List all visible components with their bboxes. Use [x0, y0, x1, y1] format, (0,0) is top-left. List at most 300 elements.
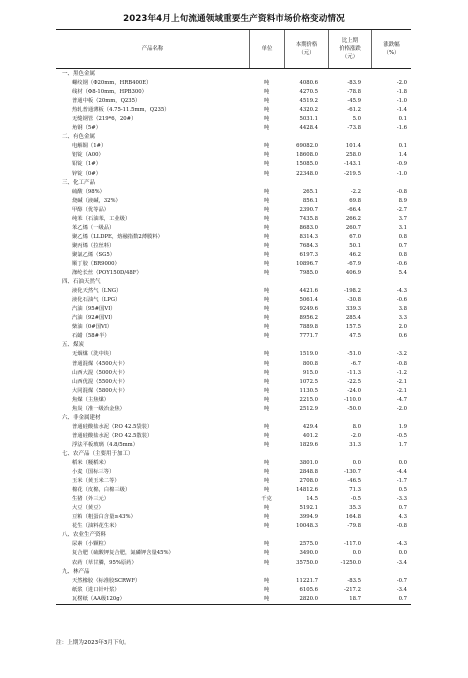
unit-cell: 吨 — [263, 306, 270, 313]
table-row — [56, 378, 411, 387]
price-table — [56, 29, 411, 605]
unit-cell: 吨 — [263, 487, 270, 494]
unit-cell — [249, 179, 284, 188]
change-cell: 18.7 — [349, 595, 361, 602]
percent-cell: 0.8 — [398, 233, 407, 240]
percent-cell — [371, 133, 411, 142]
change-cell: 69.8 — [349, 197, 361, 204]
product-name-cell: 无缝钢管（219*6，20#） — [72, 116, 137, 123]
change-cell: -30.8 — [347, 297, 361, 304]
price-cell: 2575.0 — [299, 541, 318, 548]
unit-cell: 吨 — [263, 586, 270, 593]
percent-cell: -0.9 — [396, 161, 407, 168]
category-row — [56, 341, 411, 350]
change-cell: -22.5 — [347, 378, 361, 385]
unit-cell: 吨 — [263, 514, 270, 521]
table-row — [56, 423, 411, 432]
table-row — [56, 332, 411, 341]
price-cell: 5192.1 — [299, 505, 318, 512]
price-cell — [284, 531, 328, 540]
price-cell: 8683.0 — [299, 224, 318, 231]
category-label: 七、农产品（主要用于加工） — [62, 450, 134, 457]
percent-cell: 3.3 — [398, 315, 407, 322]
percent-cell: -1.2 — [396, 369, 407, 376]
category-row — [56, 133, 411, 142]
percent-cell — [371, 70, 411, 79]
change-cell: -83.9 — [347, 80, 361, 87]
table-row — [56, 559, 411, 568]
change-cell: -83.5 — [347, 577, 361, 584]
price-cell: 401.2 — [302, 432, 318, 439]
percent-cell: 0.6 — [398, 333, 407, 340]
percent-cell: 4.3 — [398, 514, 407, 521]
product-name-cell: 焦炭（准一级冶金焦） — [72, 405, 125, 412]
table-row — [56, 142, 411, 151]
change-cell: 164.8 — [345, 514, 361, 521]
price-cell: 10048.3 — [296, 523, 318, 530]
unit-cell: 吨 — [263, 559, 270, 566]
unit-cell: 吨 — [263, 80, 270, 87]
unit-cell: 吨 — [263, 523, 270, 530]
unit-cell: 吨 — [263, 423, 270, 430]
product-name-cell: 烧碱（液碱，32%） — [72, 197, 121, 204]
price-cell: 4320.2 — [299, 107, 318, 114]
change-cell — [328, 414, 371, 423]
change-cell: -130.7 — [344, 469, 361, 476]
percent-cell: 3.1 — [398, 224, 407, 231]
change-cell: 0.0 — [352, 460, 361, 467]
table-row — [56, 151, 411, 160]
unit-cell: 吨 — [263, 215, 270, 222]
unit-cell: 吨 — [263, 251, 270, 258]
price-cell: 856.1 — [302, 197, 318, 204]
table-row — [56, 468, 411, 477]
table-row — [56, 242, 411, 251]
unit-cell: 吨 — [263, 315, 270, 322]
change-cell: 67.0 — [349, 233, 361, 240]
percent-cell: 1.9 — [398, 423, 407, 430]
table-row — [56, 495, 411, 504]
price-cell: 2390.7 — [299, 206, 318, 213]
unit-cell: 吨 — [263, 460, 270, 467]
percent-cell: 0.8 — [398, 251, 407, 258]
product-name-cell: 普通混煤（4500大卡） — [72, 360, 128, 367]
price-cell: 11221.7 — [296, 577, 318, 584]
percent-cell: 8.9 — [398, 197, 407, 204]
change-cell: -50.0 — [347, 405, 361, 412]
change-cell: 285.4 — [345, 315, 361, 322]
percent-cell: 0.1 — [398, 116, 407, 123]
category-label: 四、石油天然气 — [62, 279, 101, 286]
table-row — [56, 486, 411, 495]
product-name-cell: 纸浆（进口针叶浆） — [72, 586, 120, 593]
product-name-cell: 瓦楞纸（AA级120g） — [72, 595, 125, 602]
product-name-cell: 生猪（外三元） — [72, 496, 110, 503]
unit-cell: 吨 — [263, 324, 270, 331]
percent-cell: 0.5 — [398, 487, 407, 494]
table-row — [56, 595, 411, 604]
percent-cell: -1.8 — [396, 89, 407, 96]
product-name-cell: 农药（草甘膦，95%原药） — [72, 559, 137, 566]
category-row — [56, 179, 411, 188]
unit-cell: 吨 — [263, 260, 270, 267]
price-cell: 4428.4 — [299, 125, 318, 132]
change-cell: 50.1 — [349, 242, 361, 249]
product-name-cell: 豆粕（粗蛋白含量≥43%） — [72, 514, 136, 521]
price-cell: 7985.0 — [299, 270, 318, 277]
percent-cell: -0.8 — [396, 360, 407, 367]
price-cell: 8956.2 — [299, 315, 318, 322]
percent-cell: -3.4 — [396, 586, 407, 593]
table-row — [56, 350, 411, 359]
category-row — [56, 414, 411, 423]
price-cell: 7435.8 — [299, 215, 318, 222]
percent-cell: 3.8 — [398, 306, 407, 313]
table-row — [56, 197, 411, 206]
product-name-cell: 汽油（92#国VI） — [72, 315, 116, 322]
product-name-cell: 普通硅酸盐水泥（P.O 42.5散装） — [72, 432, 153, 439]
table-row — [56, 441, 411, 450]
percent-cell: 5.4 — [398, 270, 407, 277]
table-row — [56, 115, 411, 124]
product-name-cell: 电解铜（1#） — [72, 143, 107, 150]
table-row — [56, 549, 411, 558]
unit-cell: 吨 — [263, 206, 270, 213]
header-change-percent: 涨跌幅 （%） — [371, 30, 411, 68]
unit-cell — [249, 278, 284, 287]
table-row — [56, 522, 411, 531]
price-cell: 14.5 — [306, 496, 318, 503]
price-cell: 35750.0 — [296, 559, 318, 566]
table-row — [56, 170, 411, 179]
price-cell: 4421.6 — [299, 288, 318, 295]
unit-cell: 吨 — [263, 360, 270, 367]
product-name-cell: 山西优混（5500大卡） — [72, 378, 128, 385]
table-row — [56, 224, 411, 233]
table-body — [56, 69, 411, 604]
price-cell: 915.0 — [302, 369, 318, 376]
product-name-cell: 石蜡（58#半） — [72, 333, 110, 340]
product-name-cell: 稻米（粳稻米） — [72, 460, 110, 467]
change-cell: 339.3 — [345, 306, 361, 313]
price-cell — [284, 179, 328, 188]
price-cell: 8314.3 — [299, 233, 318, 240]
table-row — [56, 269, 411, 278]
percent-cell: 0.1 — [398, 143, 407, 150]
price-cell: 7684.3 — [299, 242, 318, 249]
product-name-cell: 棉花（皮棉，白棉三级） — [72, 487, 131, 494]
change-cell: -219.5 — [344, 170, 361, 177]
change-cell — [328, 133, 371, 142]
table-header — [56, 30, 411, 69]
category-row — [56, 278, 411, 287]
percent-cell: -3.2 — [396, 351, 407, 358]
change-cell: -11.3 — [347, 369, 361, 376]
product-name-cell: 铅锭（1#） — [72, 161, 101, 168]
percent-cell: 3.7 — [398, 215, 407, 222]
table-row — [56, 233, 411, 242]
table-row — [56, 88, 411, 97]
table-row — [56, 215, 411, 224]
product-name-cell: 大同混煤（5800大卡） — [72, 387, 128, 394]
price-cell: 3994.9 — [299, 514, 318, 521]
product-name-cell: 聚丙烯（拉丝料） — [72, 242, 115, 249]
price-cell: 69082.0 — [296, 143, 318, 150]
table-row — [56, 504, 411, 513]
change-cell: 101.4 — [345, 143, 361, 150]
product-name-cell: 玉米（黄玉米二等） — [72, 478, 120, 485]
table-row — [56, 251, 411, 260]
percent-cell: -0.6 — [396, 260, 407, 267]
price-cell: 18608.0 — [296, 152, 318, 159]
unit-cell: 吨 — [263, 233, 270, 240]
unit-cell: 吨 — [263, 161, 270, 168]
price-cell: 2820.0 — [299, 595, 318, 602]
percent-cell — [371, 531, 411, 540]
price-cell — [284, 414, 328, 423]
price-cell: 2708.0 — [299, 478, 318, 485]
product-name-cell: 聚氯乙烯（SG5） — [72, 251, 116, 258]
change-cell: 266.2 — [345, 215, 361, 222]
price-cell: 7889.8 — [299, 324, 318, 331]
product-name-cell: 液化石油气（LPG） — [72, 297, 121, 304]
category-label: 二、有色金属 — [62, 134, 96, 141]
price-cell: 1072.5 — [299, 378, 318, 385]
price-cell: 4519.2 — [299, 98, 318, 105]
change-cell: 406.9 — [345, 270, 361, 277]
product-name-cell: 焦煤（主焦煤） — [72, 396, 110, 403]
change-cell: -143.1 — [344, 161, 361, 168]
percent-cell — [371, 568, 411, 577]
product-name-cell: 苯乙烯（一级品） — [72, 224, 115, 231]
product-name-cell: 热轧普通薄板（4.75-11.5mm，Q235） — [72, 107, 170, 114]
change-cell: -24.0 — [347, 387, 361, 394]
change-cell — [328, 450, 371, 459]
table-row — [56, 513, 411, 522]
percent-cell: 1.4 — [398, 152, 407, 159]
price-cell: 1519.0 — [299, 351, 318, 358]
change-cell: -0.5 — [350, 496, 361, 503]
change-cell — [328, 341, 371, 350]
unit-cell: 吨 — [263, 387, 270, 394]
price-cell: 3490.0 — [299, 550, 318, 557]
percent-cell: -3.3 — [396, 496, 407, 503]
product-name-cell: 浮法平板玻璃（4.8/5mm） — [72, 441, 138, 448]
table-row — [56, 79, 411, 88]
unit-cell: 吨 — [263, 297, 270, 304]
change-cell: 31.3 — [349, 441, 361, 448]
unit-cell: 吨 — [263, 107, 270, 114]
percent-cell: 0.7 — [398, 595, 407, 602]
product-name-cell: 普通硅酸盐水泥（P.O 42.5袋装） — [72, 423, 153, 430]
percent-cell: -0.8 — [396, 188, 407, 195]
table-row — [56, 586, 411, 595]
category-label: 一、黑色金属 — [62, 71, 96, 77]
change-cell: -79.8 — [347, 523, 361, 530]
unit-cell: 吨 — [263, 469, 270, 476]
table-row — [56, 405, 411, 414]
table-row — [56, 360, 411, 369]
header-current-price: 本期价格 （元） — [284, 30, 328, 68]
change-cell: 0.0 — [352, 550, 361, 557]
change-cell: -46.5 — [347, 478, 361, 485]
price-cell: 3801.0 — [299, 460, 318, 467]
percent-cell: -2.1 — [396, 387, 407, 394]
change-cell: 71.3 — [349, 487, 361, 494]
unit-cell — [249, 133, 284, 142]
table-row — [56, 323, 411, 332]
unit-cell — [249, 450, 284, 459]
unit-cell: 吨 — [263, 224, 270, 231]
percent-cell: 0.7 — [398, 505, 407, 512]
header-unit: 单位 — [249, 30, 284, 68]
product-name-cell: 硫酸（98%） — [72, 188, 105, 195]
percent-cell: -1.7 — [396, 478, 407, 485]
percent-cell: -4.7 — [396, 396, 407, 403]
unit-cell: 吨 — [263, 369, 270, 376]
percent-cell — [371, 179, 411, 188]
price-cell: 9249.6 — [299, 306, 318, 313]
change-cell: -2.2 — [350, 188, 361, 195]
table-row — [56, 369, 411, 378]
unit-cell: 吨 — [263, 125, 270, 132]
unit-cell: 吨 — [263, 550, 270, 557]
table-row — [56, 459, 411, 468]
unit-cell — [249, 414, 284, 423]
price-cell: 4080.6 — [299, 80, 318, 87]
change-cell: -78.8 — [347, 89, 361, 96]
header-product-name: 产品名称 — [141, 46, 164, 52]
percent-cell: -2.7 — [396, 206, 407, 213]
table-row — [56, 124, 411, 133]
product-name-cell: 大豆（黄豆） — [72, 505, 104, 512]
change-cell: 258.0 — [345, 152, 361, 159]
product-name-cell: 线材（Φ8-10mm，HPB300） — [72, 89, 147, 96]
price-cell: 22348.0 — [296, 170, 318, 177]
percent-cell: -1.4 — [396, 107, 407, 114]
percent-cell: -0.5 — [396, 432, 407, 439]
unit-cell: 吨 — [263, 478, 270, 485]
unit-cell: 吨 — [263, 89, 270, 96]
percent-cell: -1.0 — [396, 170, 407, 177]
price-cell: 4270.5 — [299, 89, 318, 96]
price-cell: 2848.8 — [299, 469, 318, 476]
price-cell: 429.4 — [302, 423, 318, 430]
percent-cell — [371, 278, 411, 287]
price-cell: 1130.5 — [299, 387, 318, 394]
unit-cell — [249, 568, 284, 577]
price-cell: 14812.6 — [296, 487, 318, 494]
table-row — [56, 188, 411, 197]
unit-cell: 吨 — [263, 441, 270, 448]
percent-cell: -4.3 — [396, 288, 407, 295]
price-cell — [284, 133, 328, 142]
product-name-cell: 铝锭（A00） — [72, 152, 104, 159]
percent-cell: 1.7 — [398, 441, 407, 448]
page-title: 2023年4月上旬流通领域重要生产资料市场价格变动情况 — [123, 14, 345, 24]
percent-cell: 2.0 — [398, 324, 407, 331]
table-row — [56, 396, 411, 405]
percent-cell: -3.4 — [396, 559, 407, 566]
table-row — [56, 287, 411, 296]
unit-cell: 吨 — [263, 270, 270, 277]
table-row — [56, 160, 411, 169]
percent-cell: -4.4 — [396, 469, 407, 476]
unit-cell: 吨 — [263, 116, 270, 123]
change-cell: -66.4 — [347, 206, 361, 213]
percent-cell: -2.0 — [396, 405, 407, 412]
category-label: 八、农业生产资料 — [62, 532, 107, 539]
change-cell: -217.2 — [344, 586, 361, 593]
change-cell: -110.0 — [344, 396, 361, 403]
product-name-cell: 山西大混（5000大卡） — [72, 369, 128, 376]
product-name-cell: 无烟煤（洗中块） — [72, 351, 115, 358]
price-cell: 265.1 — [302, 188, 318, 195]
price-cell — [284, 341, 328, 350]
change-cell: -198.2 — [344, 288, 361, 295]
category-row — [56, 70, 411, 79]
unit-cell: 吨 — [263, 396, 270, 403]
product-name-cell: 甲醇（优等品） — [72, 206, 110, 213]
product-name-cell: 顺丁胶（BR9000） — [72, 260, 120, 267]
percent-cell: 0.0 — [398, 550, 407, 557]
percent-cell — [371, 341, 411, 350]
unit-cell — [249, 70, 284, 79]
unit-cell: 吨 — [263, 152, 270, 159]
change-cell — [328, 179, 371, 188]
change-cell: 46.2 — [349, 251, 361, 258]
percent-cell: 0.0 — [398, 460, 407, 467]
price-cell: 6105.6 — [299, 586, 318, 593]
percent-cell: -4.3 — [396, 541, 407, 548]
change-cell: 35.3 — [349, 505, 361, 512]
percent-cell: -2.0 — [396, 80, 407, 87]
footnote: 注：上期为2023年3月下旬。 — [56, 640, 130, 646]
table-row — [56, 577, 411, 586]
table-row — [56, 97, 411, 106]
percent-cell: -1.0 — [396, 98, 407, 105]
price-cell: 7771.7 — [299, 333, 318, 340]
change-cell: 157.5 — [345, 324, 361, 331]
percent-cell: -0.8 — [396, 523, 407, 530]
percent-cell: 0.7 — [398, 242, 407, 249]
unit-cell: 吨 — [263, 378, 270, 385]
category-row — [56, 450, 411, 459]
product-name-cell: 液化天然气（LNG） — [72, 288, 122, 295]
price-cell — [284, 450, 328, 459]
category-label: 九、林产品 — [62, 568, 90, 575]
category-label: 三、化工产品 — [62, 179, 96, 186]
unit-cell: 吨 — [263, 170, 270, 177]
unit-cell: 吨 — [263, 577, 270, 584]
change-cell — [328, 531, 371, 540]
table-row — [56, 296, 411, 305]
product-name-cell: 角钢（5#） — [72, 125, 101, 132]
percent-cell: -0.7 — [396, 577, 407, 584]
change-cell — [328, 568, 371, 577]
unit-cell: 吨 — [263, 98, 270, 105]
change-cell: -73.8 — [347, 125, 361, 132]
price-cell: 5061.4 — [299, 297, 318, 304]
product-name-cell: 锌锭（0#） — [72, 170, 101, 177]
change-cell: 8.0 — [352, 423, 361, 430]
change-cell — [328, 70, 371, 79]
unit-cell: 吨 — [263, 242, 270, 249]
unit-cell: 吨 — [263, 288, 270, 295]
unit-cell: 吨 — [263, 351, 270, 358]
unit-cell — [249, 341, 284, 350]
table-row — [56, 305, 411, 314]
